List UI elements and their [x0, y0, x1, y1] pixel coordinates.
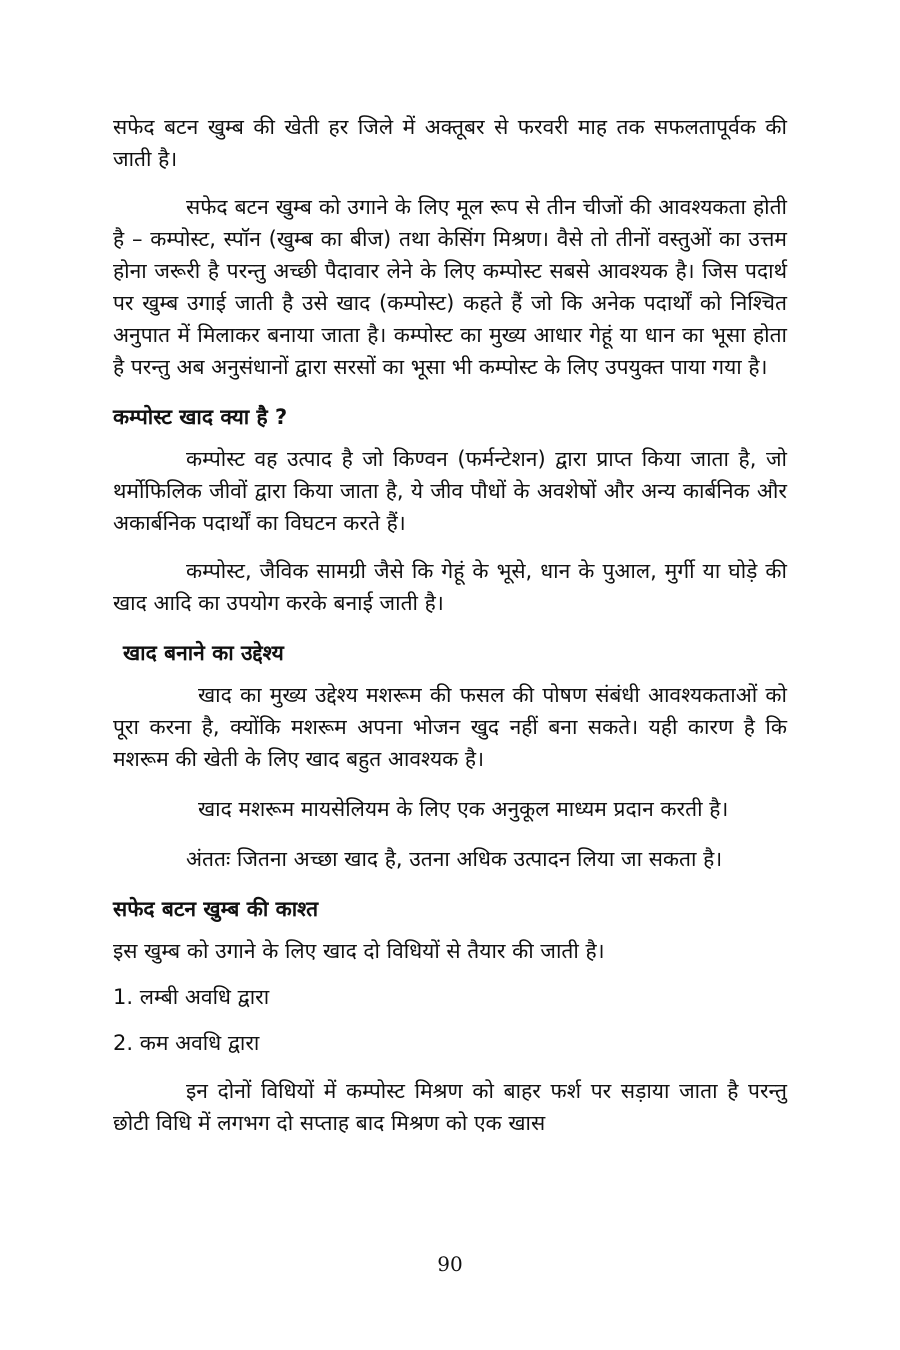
page-number: 90 [437, 1252, 463, 1276]
paragraph-requirements: सफेद बटन खुम्ब को उगाने के लिए मूल रूप से तीन चीजों की आवश्यकता होती है – कम्पोस्ट, स्पॉन (खुम्ब का बीज) तथा केसिंग मिश्रण। वैसे तो तीनों वस्तुओं का उत्तम होना जरूरी है परन्तु अच्छी पैदावार लेने के लिए कम्पोस्ट सबसे आवश्यक है। जिस पदार्थ पर खुम्ब उगाई जाती है उसे खाद (कम्पोस्ट) कहते हैं जो कि अनेक पदार्थों को निश्चित अनुपात में मिलाकर बनाया जाता है। कम्पोस्ट का मुख्य आधार गेहूं या धान का भूसा होता है परन्तु अब अनुसंधानों द्वारा सरसों का भूसा भी कम्पोस्ट के लिए उपयुक्त पाया गया है। [113, 195, 787, 379]
heading-what-is-compost: कम्पोस्ट खाद क्या है ? [113, 405, 288, 429]
paragraph-purpose-main: खाद का मुख्य उद्देश्य मशरूम की फसल की पोषण संबंधी आवश्यकताओं को पूरा करना है, क्योंकि मशरूम अपना भोजन खुद नहीं बना सकते। यही कारण है कि मशरूम की खेती के लिए खाद बहुत आवश्यक है। [113, 683, 787, 771]
heading-button-mushroom-cultivation: सफेद बटन खुम्ब की काश्त [113, 897, 319, 921]
paragraph-compost-materials: कम्पोस्ट, जैविक सामग्री जैसे कि गेहूं के भूसे, धान के पुआल, मुर्गी या घोड़े की खाद आदि का उपयोग करके बनाई जाती है। [113, 559, 787, 615]
heading-compost-purpose: खाद बनाने का उद्देश्य [123, 641, 284, 665]
paragraph-purpose-yield: अंततः जितना अच्छा खाद है, उतना अधिक उत्पादन लिया जा सकता है। [186, 847, 723, 871]
list-item-short-method: 2. कम अवधि द्वारा [113, 1031, 260, 1055]
paragraph-compost-definition: कम्पोस्ट वह उत्पाद है जो किण्वन (फर्मन्टेशन) द्वारा प्राप्त किया जाता है, जो थर्मोफिलिक जीवों द्वारा किया जाता है, ये जीव पौधों के अवशेषों और अन्य कार्बनिक और अकार्बनिक पदार्थों का विघटन करते हैं। [113, 447, 787, 535]
paragraph-methods-detail: इन दोनों विधियों में कम्पोस्ट मिश्रण को बाहर फर्श पर सड़ाया जाता है परन्तु छोटी विधि में लगभग दो सप्ताह बाद मिश्रण को एक खास [113, 1079, 787, 1135]
paragraph-methods-intro: इस खुम्ब को उगाने के लिए खाद दो विधियों से तैयार की जाती है। [113, 939, 605, 963]
list-item-long-method: 1. लम्बी अवधि द्वारा [113, 985, 270, 1009]
page-body [113, 111, 787, 1139]
paragraph-intro: सफेद बटन खुम्ब की खेती हर जिले में अक्तूबर से फरवरी माह तक सफलतापूर्वक की जाती है। [113, 115, 787, 171]
paragraph-purpose-medium: खाद मशरूम मायसेलियम के लिए एक अनुकूल माध्यम प्रदान करती है। [198, 797, 729, 821]
